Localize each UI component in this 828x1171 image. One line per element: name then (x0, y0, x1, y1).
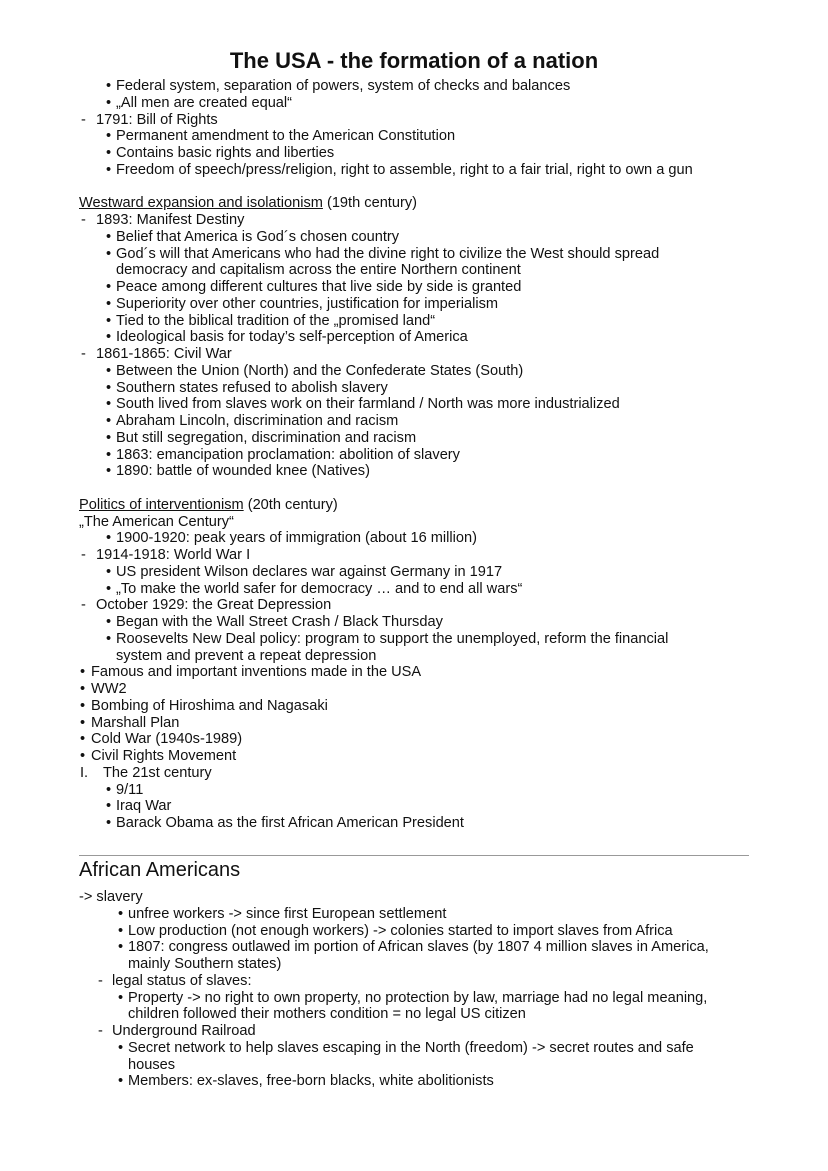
dash-item: 1791: Bill of Rights (96, 111, 218, 128)
bullet-marker: • (118, 939, 124, 956)
bullet-item: Ideological basis for today’s self-perception of America (116, 329, 468, 346)
bullet-item: Began with the Wall Street Crash / Black Thursday (116, 614, 443, 630)
bullet-item: Civil Rights Movement (91, 748, 237, 764)
bullet-item: „All men are created equal“ (116, 94, 293, 111)
bullet-item: Iraq War (116, 798, 172, 815)
dash-item: 1861-1865: Civil War (96, 346, 232, 362)
bullet-marker: • (106, 580, 112, 597)
subheading (79, 497, 338, 514)
bullet-marker: • (106, 530, 112, 547)
dash-marker: - (81, 547, 86, 563)
numbered-item: The 21st century (103, 764, 212, 781)
bullet-continuation: system and prevent a repeat depression (116, 647, 377, 664)
bullet-item: 9/11 (116, 781, 144, 798)
bullet-marker: • (106, 379, 112, 396)
bullet-marker: • (106, 563, 112, 580)
bullet-marker: • (106, 312, 112, 329)
subheading-period: (20th century) (243, 496, 338, 513)
bullet-item: Southern states refused to abolish slavery (116, 379, 388, 396)
bullet-item: Famous and important inventions made in the USA (91, 664, 422, 681)
bullet-item: Peace among different cultures that live side by side is granted (116, 279, 522, 295)
bullet-item: Marshall Plan (91, 714, 180, 731)
bullet-marker: • (118, 989, 124, 1006)
bullet-item: Abraham Lincoln, discrimination and racism (116, 413, 399, 429)
list-number: I. (80, 764, 89, 781)
bullet-marker: • (106, 78, 112, 94)
bullet-marker: • (80, 714, 86, 731)
bullet-item: „To make the world safer for democracy … and to end all wars“ (116, 580, 523, 597)
page-title: The USA - the formation of a nation (229, 48, 599, 73)
dash-item: Underground Railroad (112, 1023, 256, 1039)
bullet-marker: • (106, 798, 112, 815)
bullet-marker: • (80, 681, 86, 697)
bullet-marker: • (118, 922, 124, 939)
bullet-item: Roosevelts New Deal policy: program to support the unemployed, reform the financial (116, 630, 669, 647)
bullet-marker: • (118, 1039, 124, 1056)
bullet-item: 1890: battle of wounded knee (Natives) (116, 463, 370, 480)
bullet-item: Cold War (1940s-1989) (91, 731, 243, 748)
bullet-marker: • (106, 429, 112, 446)
text-line: „The American Century“ (79, 513, 234, 530)
bullet-item: Tied to the biblical tradition of the „promised land“ (116, 312, 436, 329)
dash-marker: - (81, 212, 86, 228)
bullet-marker: • (106, 329, 112, 346)
dash-marker: - (98, 1023, 103, 1039)
dash-item: 1914-1918: World War I (96, 547, 251, 563)
bullet-item: Permanent amendment to the American Constitution (116, 128, 456, 145)
bullet-marker: • (106, 815, 112, 831)
dash-item: October 1929: the Great Depression (96, 597, 332, 614)
divider (79, 855, 749, 856)
bullet-item: unfree workers -> since first European settlement (128, 905, 447, 922)
bullet-marker: • (106, 228, 112, 245)
bullet-marker: • (106, 94, 112, 111)
bullet-marker: • (106, 362, 112, 379)
bullet-marker: • (106, 128, 112, 145)
bullet-marker: • (80, 731, 86, 748)
bullet-marker: • (80, 697, 86, 714)
bullet-item: But still segregation, discrimination and racism (116, 429, 417, 446)
bullet-item: Contains basic rights and liberties (116, 145, 335, 161)
text-line: -> slavery (79, 889, 143, 905)
subheading (79, 195, 417, 212)
bullet-marker: • (106, 279, 112, 295)
bullet-continuation: democracy and capitalism across the entire Northern continent (116, 262, 521, 279)
bullet-marker: • (106, 161, 112, 178)
bullet-item: Barack Obama as the first African American President (116, 815, 464, 831)
bullet-marker: • (106, 446, 112, 463)
bullet-marker: • (80, 748, 86, 764)
bullet-item: South lived from slaves work on their farmland / North was more industrialized (116, 396, 620, 413)
bullet-marker: • (106, 630, 112, 647)
bullet-item: Freedom of speech/press/religion, right to assemble, right to a fair trial, right to own a gun (116, 161, 693, 178)
subheading-title: Westward expansion and isolationism (79, 195, 323, 212)
bullet-marker: • (106, 396, 112, 413)
section-heading-african-americans: African Americans (79, 859, 241, 881)
bullet-continuation: mainly Southern states) (128, 956, 282, 972)
bullet-item: Superiority over other countries, justification for imperialism (116, 295, 499, 312)
bullet-marker: • (118, 905, 124, 922)
bullet-item: WW2 (91, 681, 127, 697)
bullet-item: 1863: emancipation proclamation: abolition of slavery (116, 446, 460, 463)
bullet-item: Bombing of Hiroshima and Nagasaki (91, 697, 328, 714)
dash-marker: - (81, 111, 86, 128)
dash-item: 1893: Manifest Destiny (96, 212, 245, 228)
bullet-item: Federal system, separation of powers, system of checks and balances (116, 78, 571, 94)
bullet-marker: • (106, 463, 112, 480)
dash-marker: - (98, 972, 103, 989)
bullet-marker: • (106, 295, 112, 312)
subheading-period: (19th century) (322, 195, 417, 212)
bullet-item: 1807: congress outlawed im portion of African slaves (by 1807 4 million slaves in America, (128, 939, 709, 956)
dash-item: legal status of slaves: (112, 972, 252, 989)
bullet-item: US president Wilson declares war against Germany in 1917 (116, 563, 503, 580)
subheading-title: Politics of interventionism (79, 496, 244, 513)
bullet-marker: • (106, 245, 112, 262)
bullet-item: Property -> no right to own property, no protection by law, marriage had no legal meaning, (128, 989, 708, 1006)
bullet-item: Low production (not enough workers) -> colonies started to import slaves from Africa (128, 922, 673, 939)
bullet-item: Belief that America is God´s chosen country (116, 228, 400, 245)
bullet-item: Members: ex-slaves, free-born blacks, white abolitionists (128, 1073, 494, 1090)
bullet-item: Between the Union (North) and the Confederate States (South) (116, 362, 524, 379)
dash-marker: - (81, 346, 86, 362)
bullet-continuation: houses (128, 1056, 176, 1073)
bullet-item: Secret network to help slaves escaping in the North (freedom) -> secret routes and safe (128, 1039, 694, 1056)
bullet-marker: • (118, 1073, 124, 1090)
bullet-item: 1900-1920: peak years of immigration (about 16 million) (116, 530, 477, 547)
bullet-marker: • (80, 664, 86, 681)
dash-marker: - (81, 597, 86, 614)
bullet-continuation: children followed their mothers condition = no legal US citizen (128, 1006, 526, 1023)
bullet-item: God´s will that Americans who had the divine right to civilize the West should spread (116, 245, 660, 262)
bullet-marker: • (106, 145, 112, 161)
bullet-marker: • (106, 614, 112, 630)
bullet-marker: • (106, 781, 112, 798)
bullet-marker: • (106, 413, 112, 429)
